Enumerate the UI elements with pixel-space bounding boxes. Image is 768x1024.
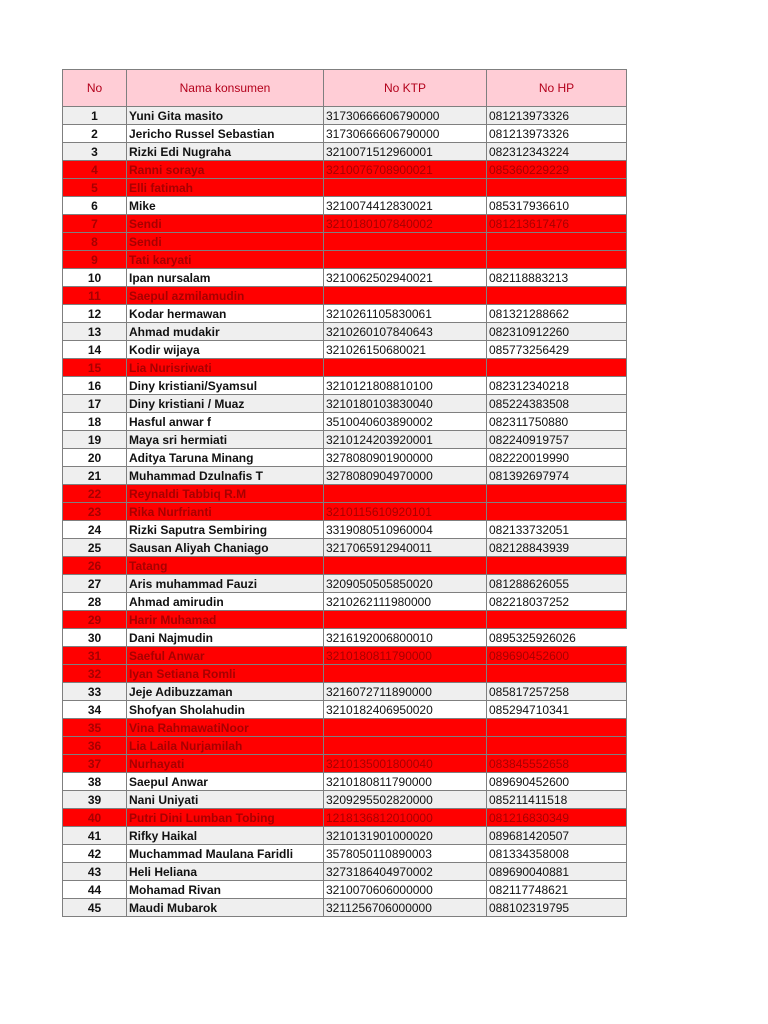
customer-name: Dani Najmudin (127, 629, 324, 647)
customer-name: Kodir wijaya (127, 341, 324, 359)
customer-name: Iyan Setiana Romli (127, 665, 324, 683)
customer-name: Rika Nurfrianti (127, 503, 324, 521)
table-row (63, 845, 627, 863)
ktp-number: 3210071512960001 (324, 143, 487, 161)
table-row (63, 233, 627, 251)
table-row (63, 737, 627, 755)
ktp-number: 3209295502820000 (324, 791, 487, 809)
table-row (63, 647, 627, 665)
ktp-number: 3210115610920101 (324, 503, 487, 521)
phone-number: 089690452600 (487, 647, 627, 665)
row-number: 33 (63, 683, 127, 701)
phone-number: 082220019990 (487, 449, 627, 467)
table-row (63, 557, 627, 575)
row-number: 12 (63, 305, 127, 323)
phone-number: 085773256429 (487, 341, 627, 359)
phone-number (487, 737, 627, 755)
table-row (63, 539, 627, 557)
customer-name: Rizki Edi Nugraha (127, 143, 324, 161)
phone-number (487, 611, 627, 629)
table-row (63, 413, 627, 431)
row-number: 42 (63, 845, 127, 863)
row-number: 27 (63, 575, 127, 593)
table-row (63, 323, 627, 341)
ktp-number (324, 233, 487, 251)
customer-name: Sendi (127, 215, 324, 233)
row-number: 10 (63, 269, 127, 287)
customer-table (62, 69, 627, 917)
customer-name: Muchammad Maulana Faridli (127, 845, 324, 863)
ktp-number (324, 611, 487, 629)
customer-name: Aditya Taruna Minang (127, 449, 324, 467)
ktp-number: 3210062502940021 (324, 269, 487, 287)
row-number: 16 (63, 377, 127, 395)
phone-number: 088102319795 (487, 899, 627, 917)
ktp-number: 321026150680021 (324, 341, 487, 359)
customer-name: Ahmad amirudin (127, 593, 324, 611)
phone-number (487, 251, 627, 269)
row-number: 9 (63, 251, 127, 269)
ktp-number (324, 737, 487, 755)
phone-number: 081213973326 (487, 125, 627, 143)
ktp-number (324, 557, 487, 575)
ktp-number: 3210180811790000 (324, 773, 487, 791)
row-number: 28 (63, 593, 127, 611)
customer-name: Diny kristiani/Syamsul (127, 377, 324, 395)
phone-number: 083845552658 (487, 755, 627, 773)
customer-name: Ranni soraya (127, 161, 324, 179)
phone-number (487, 719, 627, 737)
table-row (63, 701, 627, 719)
row-number: 11 (63, 287, 127, 305)
ktp-number: 3278080904970000 (324, 467, 487, 485)
customer-name: Rizki Saputra Sembiring (127, 521, 324, 539)
row-number: 32 (63, 665, 127, 683)
phone-number: 0895325926026 (487, 629, 627, 647)
table-row (63, 251, 627, 269)
row-number: 6 (63, 197, 127, 215)
phone-number: 085317936610 (487, 197, 627, 215)
row-number: 38 (63, 773, 127, 791)
table-row (63, 143, 627, 161)
row-number: 17 (63, 395, 127, 413)
table-row (63, 881, 627, 899)
row-number: 1 (63, 107, 127, 125)
customer-name: Shofyan Sholahudin (127, 701, 324, 719)
phone-number: 081321288662 (487, 305, 627, 323)
table-row (63, 755, 627, 773)
customer-name: Mohamad Rivan (127, 881, 324, 899)
row-number: 14 (63, 341, 127, 359)
ktp-number: 3273186404970002 (324, 863, 487, 881)
customer-name: Vina RahmawatiNoor (127, 719, 324, 737)
row-number: 44 (63, 881, 127, 899)
table-row (63, 629, 627, 647)
phone-number (487, 179, 627, 197)
ktp-number: 3210260107840643 (324, 323, 487, 341)
phone-number: 085211411518 (487, 791, 627, 809)
phone-number: 082118883213 (487, 269, 627, 287)
phone-number (487, 287, 627, 305)
table-row (63, 503, 627, 521)
ktp-number: 3216072711890000 (324, 683, 487, 701)
ktp-number (324, 179, 487, 197)
phone-number: 089681420507 (487, 827, 627, 845)
table-row (63, 683, 627, 701)
row-number: 31 (63, 647, 127, 665)
customer-name: Aris muhammad Fauzi (127, 575, 324, 593)
customer-name: Hasful anwar f (127, 413, 324, 431)
ktp-number: 3278080901900000 (324, 449, 487, 467)
phone-number: 085817257258 (487, 683, 627, 701)
ktp-number (324, 251, 487, 269)
row-number: 41 (63, 827, 127, 845)
phone-number (487, 485, 627, 503)
ktp-number (324, 485, 487, 503)
phone-number (487, 503, 627, 521)
table-row (63, 611, 627, 629)
phone-number (487, 233, 627, 251)
phone-number: 082117748621 (487, 881, 627, 899)
customer-name: Saepul Anwar (127, 773, 324, 791)
table-row (63, 179, 627, 197)
row-number: 37 (63, 755, 127, 773)
customer-name: Saeful Anwar (127, 647, 324, 665)
table-row (63, 521, 627, 539)
phone-number: 089690040881 (487, 863, 627, 881)
customer-name: Maudi Mubarok (127, 899, 324, 917)
ktp-number (324, 359, 487, 377)
customer-name: Sausan Aliyah Chaniago (127, 539, 324, 557)
phone-number: 081216830349 (487, 809, 627, 827)
ktp-number: 3210121808810100 (324, 377, 487, 395)
customer-name: Diny kristiani / Muaz (127, 395, 324, 413)
header-hp: No HP (487, 70, 627, 107)
phone-number: 081334358008 (487, 845, 627, 863)
ktp-number: 3210180103830040 (324, 395, 487, 413)
phone-number: 081213973326 (487, 107, 627, 125)
phone-number (487, 665, 627, 683)
row-number: 5 (63, 179, 127, 197)
phone-number: 082312340218 (487, 377, 627, 395)
ktp-number: 3210180107840002 (324, 215, 487, 233)
row-number: 19 (63, 431, 127, 449)
table-row (63, 467, 627, 485)
customer-name: Jeje Adibuzzaman (127, 683, 324, 701)
table-row (63, 197, 627, 215)
table-row (63, 161, 627, 179)
ktp-number: 3210131901000020 (324, 827, 487, 845)
header-no: No (63, 70, 127, 107)
table-row (63, 269, 627, 287)
phone-number: 082128843939 (487, 539, 627, 557)
customer-name: Reynaldi Tabbiq R.M (127, 485, 324, 503)
phone-number: 082311750880 (487, 413, 627, 431)
table-row (63, 107, 627, 125)
ktp-number: 31730666606790000 (324, 107, 487, 125)
row-number: 15 (63, 359, 127, 377)
ktp-number: 3210182406950020 (324, 701, 487, 719)
phone-number (487, 557, 627, 575)
ktp-number: 3319080510960004 (324, 521, 487, 539)
row-number: 30 (63, 629, 127, 647)
ktp-number (324, 665, 487, 683)
table-row (63, 359, 627, 377)
ktp-number (324, 287, 487, 305)
customer-name: Lia Nurisriwati (127, 359, 324, 377)
row-number: 45 (63, 899, 127, 917)
customer-name: Ahmad mudakir (127, 323, 324, 341)
customer-name: Heli Heliana (127, 863, 324, 881)
ktp-number: 3210135001800040 (324, 755, 487, 773)
table-row (63, 773, 627, 791)
phone-number: 082218037252 (487, 593, 627, 611)
phone-number: 085294710341 (487, 701, 627, 719)
table-row (63, 287, 627, 305)
customer-name: Kodar hermawan (127, 305, 324, 323)
customer-name: Nani Uniyati (127, 791, 324, 809)
ktp-number (324, 719, 487, 737)
row-number: 39 (63, 791, 127, 809)
customer-name: Mike (127, 197, 324, 215)
table-row (63, 215, 627, 233)
row-number: 43 (63, 863, 127, 881)
row-number: 34 (63, 701, 127, 719)
ktp-number: 3210180811790000 (324, 647, 487, 665)
table-row (63, 827, 627, 845)
ktp-number: 1218136812010000 (324, 809, 487, 827)
row-number: 18 (63, 413, 127, 431)
header-ktp: No KTP (324, 70, 487, 107)
phone-number (487, 359, 627, 377)
customer-name: Putri Dini Lumban Tobing (127, 809, 324, 827)
phone-number: 081288626055 (487, 575, 627, 593)
customer-name: Tatang (127, 557, 324, 575)
table-row (63, 449, 627, 467)
customer-name: Elli fatimah (127, 179, 324, 197)
customer-name: Ipan nursalam (127, 269, 324, 287)
row-number: 20 (63, 449, 127, 467)
table-header-row (63, 70, 627, 107)
phone-number: 082310912260 (487, 323, 627, 341)
ktp-number: 3210124203920001 (324, 431, 487, 449)
customer-name: Jericho Russel Sebastian (127, 125, 324, 143)
customer-name: Sendi (127, 233, 324, 251)
table-row (63, 809, 627, 827)
phone-number: 082312343224 (487, 143, 627, 161)
row-number: 7 (63, 215, 127, 233)
row-number: 8 (63, 233, 127, 251)
row-number: 24 (63, 521, 127, 539)
row-number: 35 (63, 719, 127, 737)
phone-number: 085224383508 (487, 395, 627, 413)
phone-number: 082133732051 (487, 521, 627, 539)
ktp-number: 3578050110890003 (324, 845, 487, 863)
customer-name: Lia Laila Nurjamilah (127, 737, 324, 755)
customer-name: Harir Muhamad (127, 611, 324, 629)
customer-name: Yuni Gita masito (127, 107, 324, 125)
phone-number: 081213617476 (487, 215, 627, 233)
ktp-number: 3210070606000000 (324, 881, 487, 899)
ktp-number: 3217065912940011 (324, 539, 487, 557)
table-row (63, 305, 627, 323)
row-number: 26 (63, 557, 127, 575)
row-number: 13 (63, 323, 127, 341)
customer-name: Tati karyati (127, 251, 324, 269)
row-number: 29 (63, 611, 127, 629)
table-row (63, 125, 627, 143)
ktp-number: 3210074412830021 (324, 197, 487, 215)
table-row (63, 377, 627, 395)
header-name: Nama konsumen (127, 70, 324, 107)
row-number: 4 (63, 161, 127, 179)
row-number: 23 (63, 503, 127, 521)
customer-name: Muhammad Dzulnafis T (127, 467, 324, 485)
customer-name: Saepul azmilamudin (127, 287, 324, 305)
phone-number: 081392697974 (487, 467, 627, 485)
table-row (63, 791, 627, 809)
ktp-number: 3210076708900021 (324, 161, 487, 179)
customer-name: Maya sri hermiati (127, 431, 324, 449)
row-number: 21 (63, 467, 127, 485)
phone-number: 089690452600 (487, 773, 627, 791)
row-number: 25 (63, 539, 127, 557)
ktp-number: 3210261105830061 (324, 305, 487, 323)
ktp-number: 31730666606790000 (324, 125, 487, 143)
table-row (63, 593, 627, 611)
ktp-number: 3211256706000000 (324, 899, 487, 917)
row-number: 3 (63, 143, 127, 161)
table-row (63, 431, 627, 449)
customer-name: Nurhayati (127, 755, 324, 773)
row-number: 22 (63, 485, 127, 503)
table-row (63, 575, 627, 593)
table-row (63, 485, 627, 503)
table-row (63, 719, 627, 737)
row-number: 40 (63, 809, 127, 827)
ktp-number: 3210262111980000 (324, 593, 487, 611)
table-row (63, 863, 627, 881)
table-row (63, 665, 627, 683)
ktp-number: 3209050505850020 (324, 575, 487, 593)
ktp-number: 3216192006800010 (324, 629, 487, 647)
table-row (63, 341, 627, 359)
ktp-number: 3510040603890002 (324, 413, 487, 431)
phone-number: 082240919757 (487, 431, 627, 449)
table-row (63, 899, 627, 917)
row-number: 36 (63, 737, 127, 755)
row-number: 2 (63, 125, 127, 143)
customer-name: Rifky Haikal (127, 827, 324, 845)
table-row (63, 395, 627, 413)
phone-number: 085360229229 (487, 161, 627, 179)
